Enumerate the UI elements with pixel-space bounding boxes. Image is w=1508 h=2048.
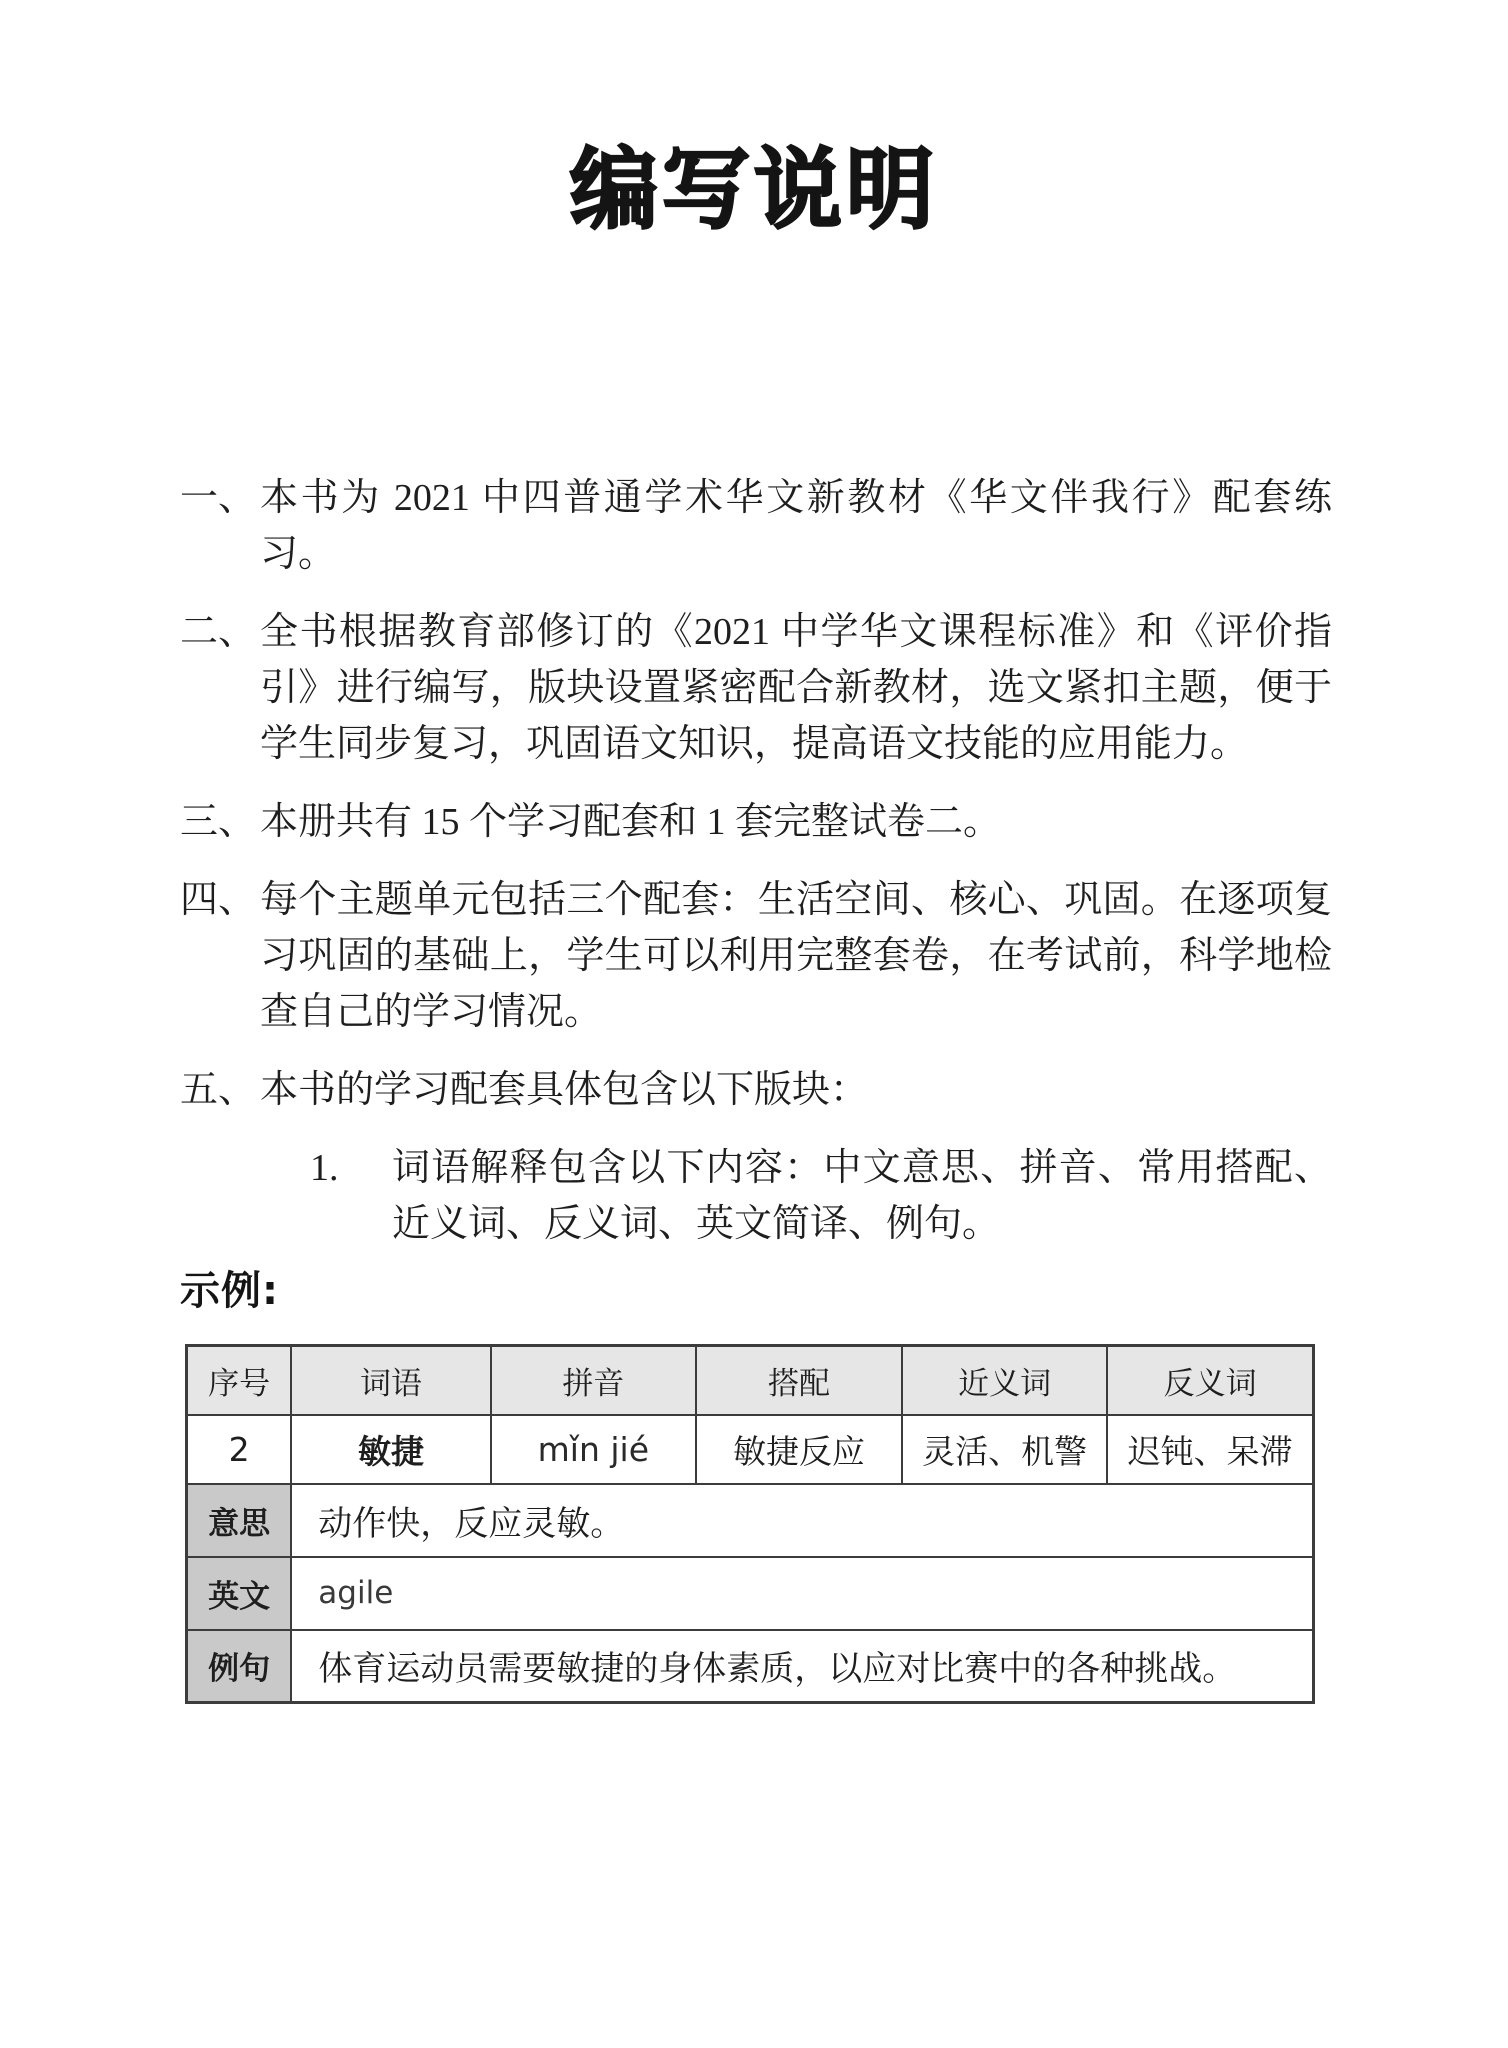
english-label-cell: 英文 [187,1557,292,1630]
sub-item-text: 词语解释包含以下内容：中文意思、拼音、常用搭配、近义词、反义词、英文简译、例句。 [392,1147,1332,1245]
header-cell-pinyin: 拼音 [491,1346,696,1415]
example-sentence-row [187,1630,1314,1703]
header-cell-collocation: 搭配 [696,1346,902,1415]
page-title: 编写说明 [569,138,938,241]
meaning-row [187,1484,1314,1557]
vocab-example-table [185,1344,1315,1704]
table-word-row [187,1415,1314,1484]
list-item [180,794,1332,850]
word-number-cell: 2 [187,1415,292,1484]
synonym-cell: 灵活、机警 [902,1415,1107,1484]
editorial-notes [180,470,1332,1704]
item-text: 每个主题单元包括三个配套：生活空间、核心、巩固。在逐项复习巩固的基础上，学生可以利用完整套卷，在考试前，科学地检查自己的学习情况。 [260,879,1332,1033]
pinyin-cell: mǐn jié [491,1415,696,1484]
header-cell-word: 词语 [291,1346,490,1415]
english-content-cell: agile [291,1557,1313,1630]
item-marker: 一、 [180,477,257,519]
list-item [180,470,1332,582]
item-marker: 五、 [180,1069,257,1111]
antonym-cell: 迟钝、呆滞 [1107,1415,1313,1484]
list-item [180,1062,1332,1118]
item-marker: 三、 [180,801,257,843]
example-label: 示例: [180,1268,279,1314]
english-row [187,1557,1314,1630]
meaning-label-cell: 意思 [187,1484,292,1557]
item-text: 全书根据教育部修订的《2021 中学华文课程标准》和《评价指引》进行编写，版块设置紧密配合新教材，选文紧扣主题，便于学生同步复习，巩固语文知识，提高语文技能的应用能力。 [260,611,1332,765]
collocation-cell: 敏捷反应 [696,1415,902,1484]
list-item [180,604,1332,772]
example-content-cell: 体育运动员需要敏捷的身体素质，以应对比赛中的各种挑战。 [291,1630,1313,1703]
item-text: 本书为 2021 中四普通学术华文新教材《华文伴我行》配套练习。 [260,477,1332,575]
header-cell-antonym: 反义词 [1107,1346,1313,1415]
item-text: 本册共有 15 个学习配套和 1 套完整试卷二。 [260,801,1002,843]
list-item [180,872,1332,1040]
meaning-content-cell: 动作快，反应灵敏。 [291,1484,1313,1557]
word-cell: 敏捷 [291,1415,490,1484]
table-header-row [187,1346,1314,1415]
header-cell-synonym: 近义词 [902,1346,1107,1415]
example-label-cell: 例句 [187,1630,292,1703]
item-text: 本书的学习配套具体包含以下版块： [260,1069,869,1111]
item-marker: 四、 [180,879,257,921]
sub-list-item [310,1140,1332,1252]
item-marker: 二、 [180,611,257,653]
sub-item-marker: 1. [310,1147,339,1189]
header-cell-number: 序号 [187,1346,292,1415]
